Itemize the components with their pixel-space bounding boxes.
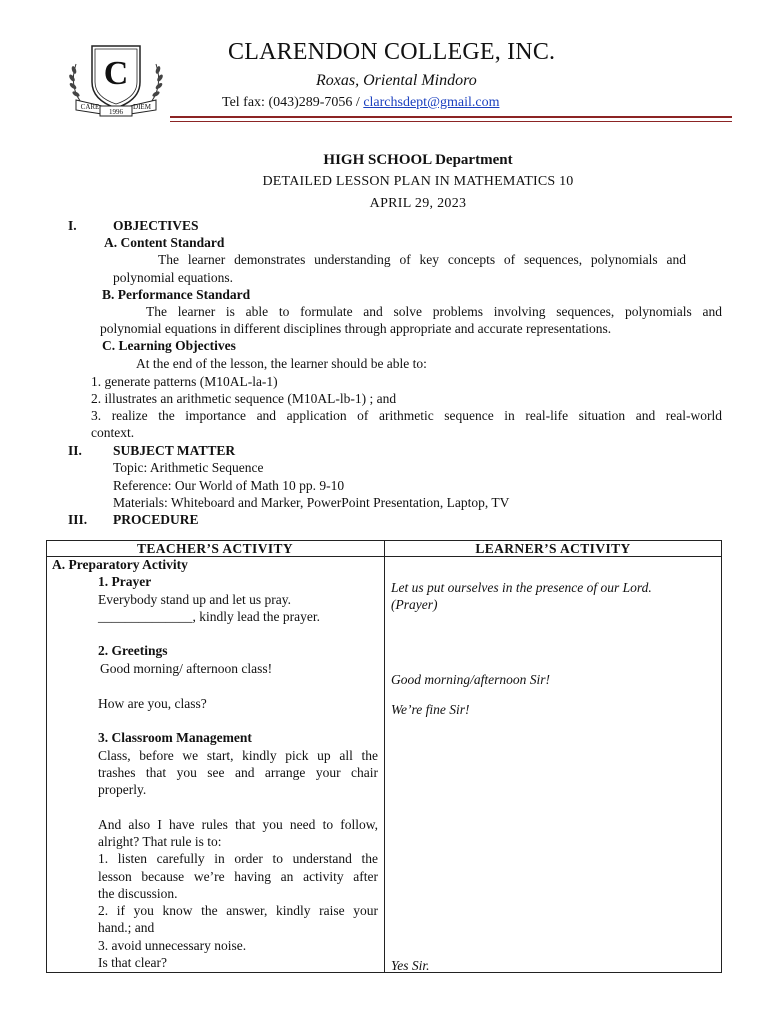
learning-objectives-intro: At the end of the lesson, the learner should be able to: <box>136 356 427 371</box>
performance-standard-text: The learner is able to formulate and solve problems involving sequences, polynomials and <box>146 304 722 319</box>
learner-activity-header: LEARNER’S ACTIVITY <box>475 541 631 556</box>
rule-2-line2: hand.; and <box>98 920 155 935</box>
section-numeral-objectives: I. <box>68 218 77 233</box>
learning-objectives-label: C. Learning Objectives <box>102 338 236 353</box>
how-are-you-text: How are you, class? <box>98 696 207 711</box>
objective-item-3: 3. realize the importance and application of arithmetic sequence in real-life situation and real-world <box>91 408 722 423</box>
procedure-heading: PROCEDURE <box>113 512 199 527</box>
rule-1-line2: lesson because we’re having an activity after <box>98 869 378 884</box>
greetings-heading: 2. Greetings <box>98 643 168 658</box>
is-that-clear-text: Is that clear? <box>98 955 167 970</box>
materials-text: Materials: Whiteboard and Marker, PowerPoint Presentation, Laptop, TV <box>113 495 510 510</box>
reference-text: Reference: Our World of Math 10 pp. 9-10 <box>113 478 345 493</box>
email-link[interactable]: clarchsdept@gmail.com <box>363 95 500 110</box>
college-seal-logo <box>62 42 170 118</box>
rule-3: 3. avoid unnecessary noise. <box>98 938 247 953</box>
rule-1-line3: the discussion. <box>98 886 178 901</box>
lesson-plan-title: DETAILED LESSON PLAN IN MATHEMATICS 10 <box>262 174 574 189</box>
college-address: Roxas, Oriental Mindoro <box>316 72 477 89</box>
classroom-instruction-line3: properly. <box>98 782 147 797</box>
telfax-text: Tel fax: (043)289-7056 / <box>222 95 360 110</box>
objective-item-2: 2. illustrates an arithmetic sequence (M10AL-lb-1) ; and <box>91 391 397 406</box>
learner-greeting: Good morning/afternoon Sir! <box>391 672 551 687</box>
performance-standard-text-cont: polynomial equations in different disciplines through appropriate and accurate representations. <box>100 321 612 336</box>
rules-intro-line2: alright? That rule is to: <box>98 834 222 849</box>
rule-2-line1: 2. if you know the answer, kindly raise your <box>98 903 378 918</box>
performance-standard-label: B. Performance Standard <box>102 287 251 302</box>
objective-item-3-cont: context. <box>91 425 135 440</box>
header-divider <box>170 116 732 118</box>
learner-fine-response: We’re fine Sir! <box>391 702 470 717</box>
header-divider-thin <box>170 121 732 122</box>
objectives-heading: OBJECTIVES <box>113 218 199 233</box>
preparatory-activity-heading: A. Preparatory Activity <box>52 557 188 572</box>
section-numeral-procedure: III. <box>68 512 88 527</box>
classroom-management-heading: 3. Classroom Management <box>98 730 252 745</box>
objective-item-1: 1. generate patterns (M10AL-la-1) <box>91 374 278 389</box>
table-column-divider <box>384 540 385 973</box>
svg-text:CARE: CARE <box>80 103 100 111</box>
content-standard-text: The learner demonstrates understanding of key concepts of sequences, polynomials and <box>158 252 686 267</box>
rule-1-line1: 1. listen carefully in order to understand the <box>98 851 378 866</box>
svg-text:1996: 1996 <box>109 108 123 116</box>
content-standard-text-cont: polynomial equations. <box>113 270 233 285</box>
classroom-instruction-line1: Class, before we start, kindly pick up all the <box>98 748 378 763</box>
learner-prayer-line2: (Prayer) <box>391 597 438 612</box>
greetings-text: Good morning/ afternoon class! <box>100 661 273 676</box>
learner-prayer-line1: Let us put ourselves in the presence of our Lord. <box>391 580 652 595</box>
section-numeral-subject: II. <box>68 443 82 458</box>
topic-text: Topic: Arithmetic Sequence <box>113 460 264 475</box>
svg-text:DIEM: DIEM <box>133 103 151 111</box>
svg-text:C: C <box>103 55 129 92</box>
classroom-instruction-line2: trashes that you see and arrange your chair <box>98 765 378 780</box>
department-title: HIGH SCHOOL Department <box>323 152 513 168</box>
prayer-text: Everybody stand up and let us pray. <box>98 592 291 607</box>
subject-matter-heading: SUBJECT MATTER <box>113 443 236 458</box>
contact-line <box>222 95 499 111</box>
rules-intro-line1: And also I have rules that you need to follow, <box>98 817 378 832</box>
content-standard-label: A. Content Standard <box>104 235 225 250</box>
learner-yes-response: Yes Sir. <box>391 958 430 973</box>
lesson-date: APRIL 29, 2023 <box>369 196 467 211</box>
prayer-leader-text: ______________, kindly lead the prayer. <box>98 609 320 624</box>
teacher-activity-header: TEACHER’S ACTIVITY <box>136 541 294 556</box>
prayer-heading: 1. Prayer <box>98 574 152 589</box>
college-name: CLARENDON COLLEGE, INC. <box>228 39 556 65</box>
